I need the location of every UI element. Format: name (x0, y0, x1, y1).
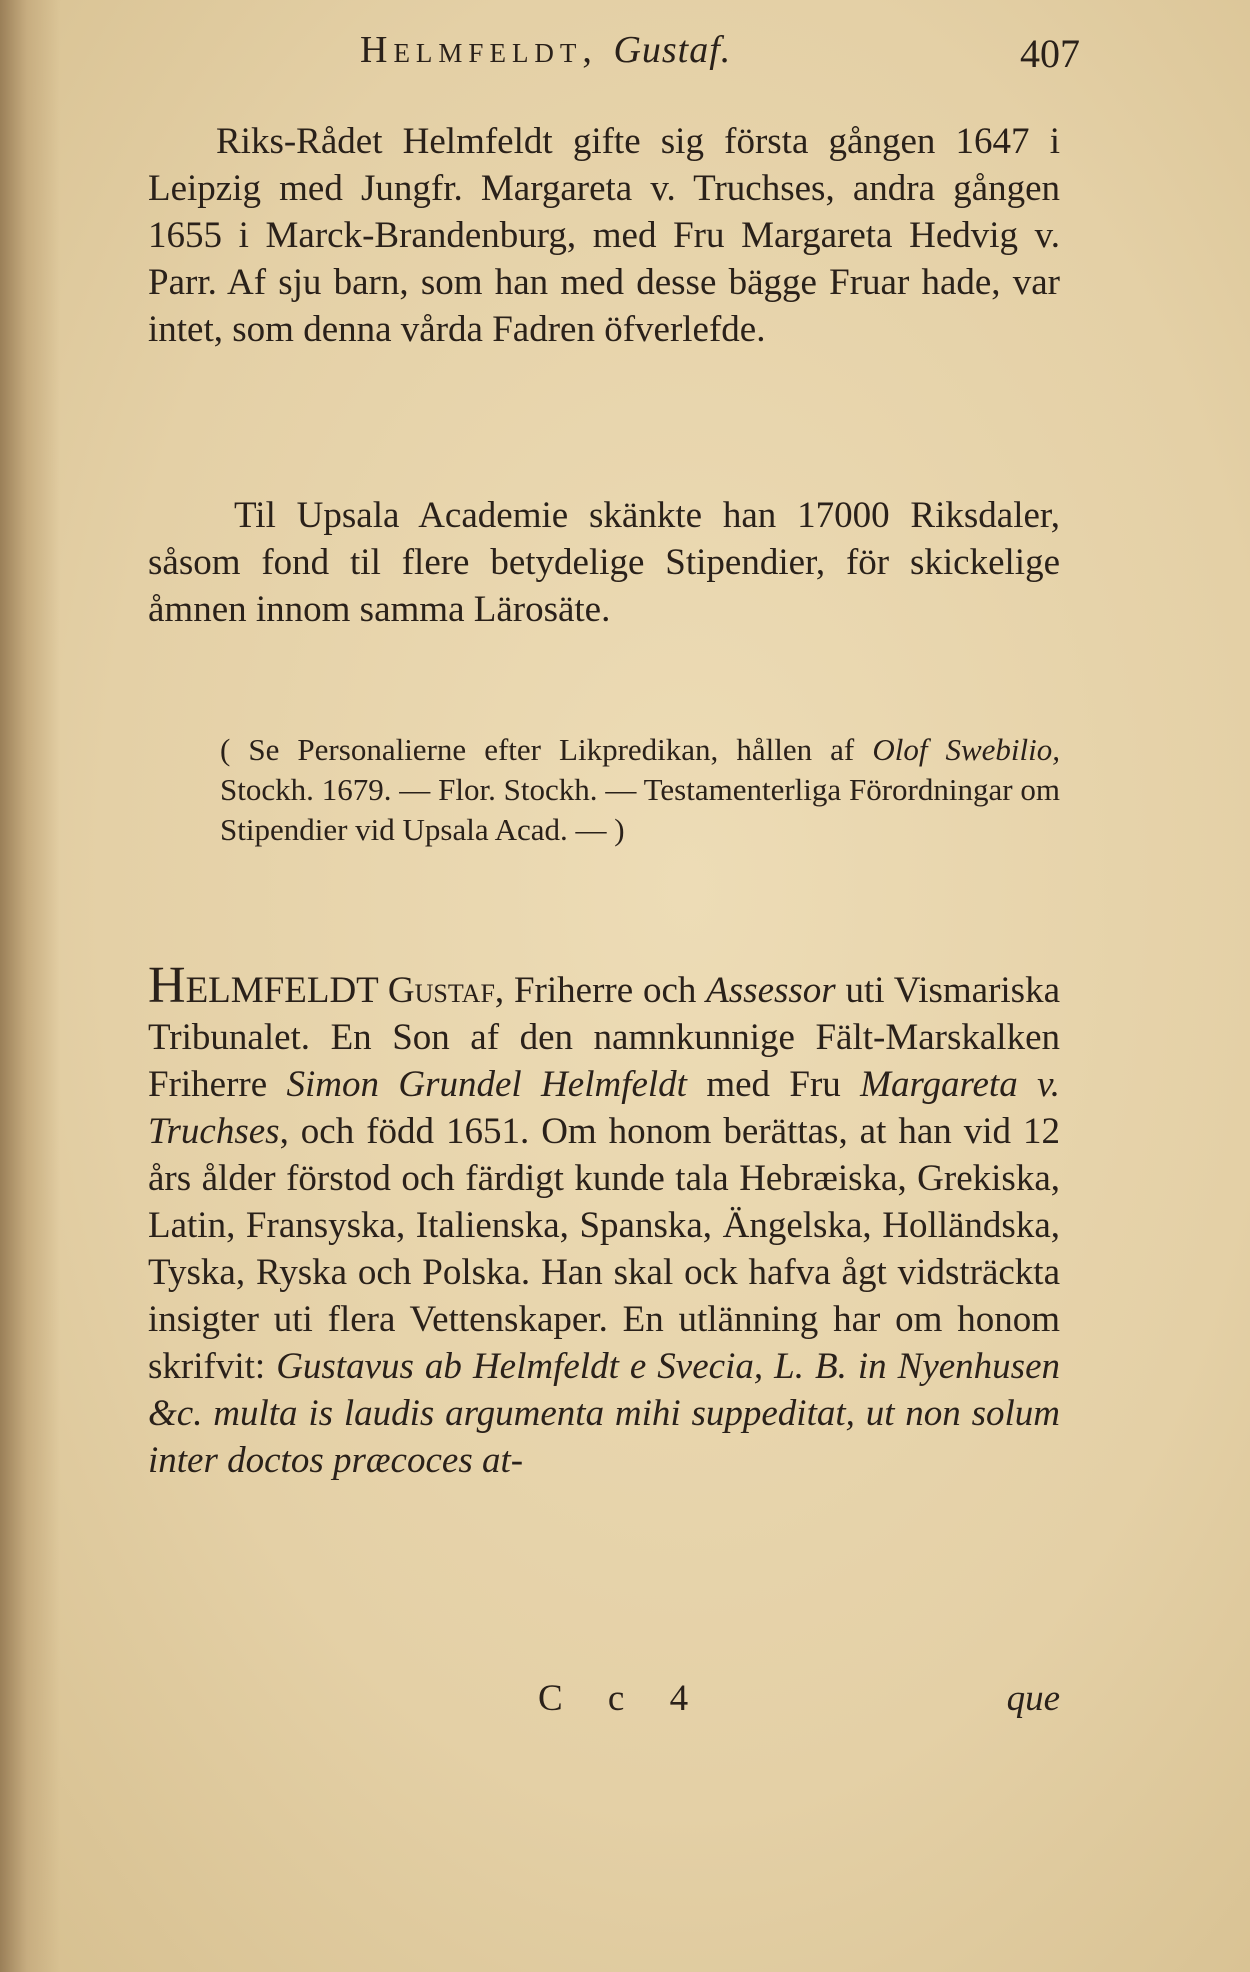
catchword: que (1006, 1678, 1060, 1719)
entry-given-name: Gustaf (387, 970, 495, 1011)
entry-headword: ELMFELDT (185, 970, 379, 1011)
entry-text-3: med Fru (686, 1064, 861, 1105)
entry-initial: H (148, 957, 186, 1014)
note-opening: ( Se Personalierne efter Likpredikan, hållen af (220, 732, 855, 767)
entry-italic-1: Assessor (706, 970, 836, 1011)
page-footer (148, 1677, 1060, 1727)
running-head-surname: Helmfeldt, (360, 29, 598, 71)
entry-italic-2: Simon Grundel Helmfeldt (286, 1064, 687, 1105)
note-author: Olof Swebilio, (872, 732, 1061, 767)
entry-italic-3: Margareta v. Truchses (148, 1064, 1060, 1152)
signature-mark: C c 4 (538, 1678, 707, 1719)
page-header (360, 28, 1080, 88)
entry-text-1: , Friherre och (494, 970, 707, 1011)
entry-gustaf-helmfeldt (148, 957, 1060, 1484)
page-number: 407 (1020, 31, 1080, 76)
page-gutter-shadow (0, 0, 60, 1972)
running-head (360, 28, 731, 72)
note-rest: Stockh. 1679. — Flor. Stockh. — Testamenterliga Förordningar om Stipendier vid Upsala Acad. — ) (220, 772, 1060, 847)
running-head-given-name: Gustaf. (613, 29, 732, 71)
entry-text-4: , och född 1651. Om honom berättas, at han vid 12 års ålder förstod och färdigt kunde tala Hebræiska, Grekiska, Latin, Fransyska, Italienska, Spanska, Ängelska, Holländska, Tyska, Ryska och Polska. Han skal ock hafva ågt vidsträckta insigter uti flera Vettenskaper. En utlänning har om honom skrifvit: (148, 1111, 1060, 1387)
paragraph-donation: Til Upsala Academie skänkte han 17000 Riksdaler, såsom fond til flere betydelige Stipendier, för skickelige åmnen innom samma Lärosäte. (148, 495, 1060, 630)
paragraph-marriages: Riks-Rådet Helmfeldt gifte sig första gången 1647 i Leipzig med Jungfr. Margareta v. Truchses, andra gången 1655 i Marck-Brandenburg, med Fru Margareta Hedvig v. Parr. Af sju barn, som han med desse bägge Fruar hade, var intet, som denna vårda Fadren öfverlefde. (148, 121, 1060, 350)
source-note (220, 730, 1060, 850)
entry-text-2: uti Vismariska Tribunalet. En Son af den namnkunnige Fält-Marskalken Friherre (148, 970, 1060, 1105)
entry-latin-quote: Gustavus ab Helmfeldt e Svecia, L. B. in Nyenhusen &c. multa is laudis argumenta mihi suppeditat, ut non solum inter doctos præcoces at- (148, 1346, 1060, 1481)
